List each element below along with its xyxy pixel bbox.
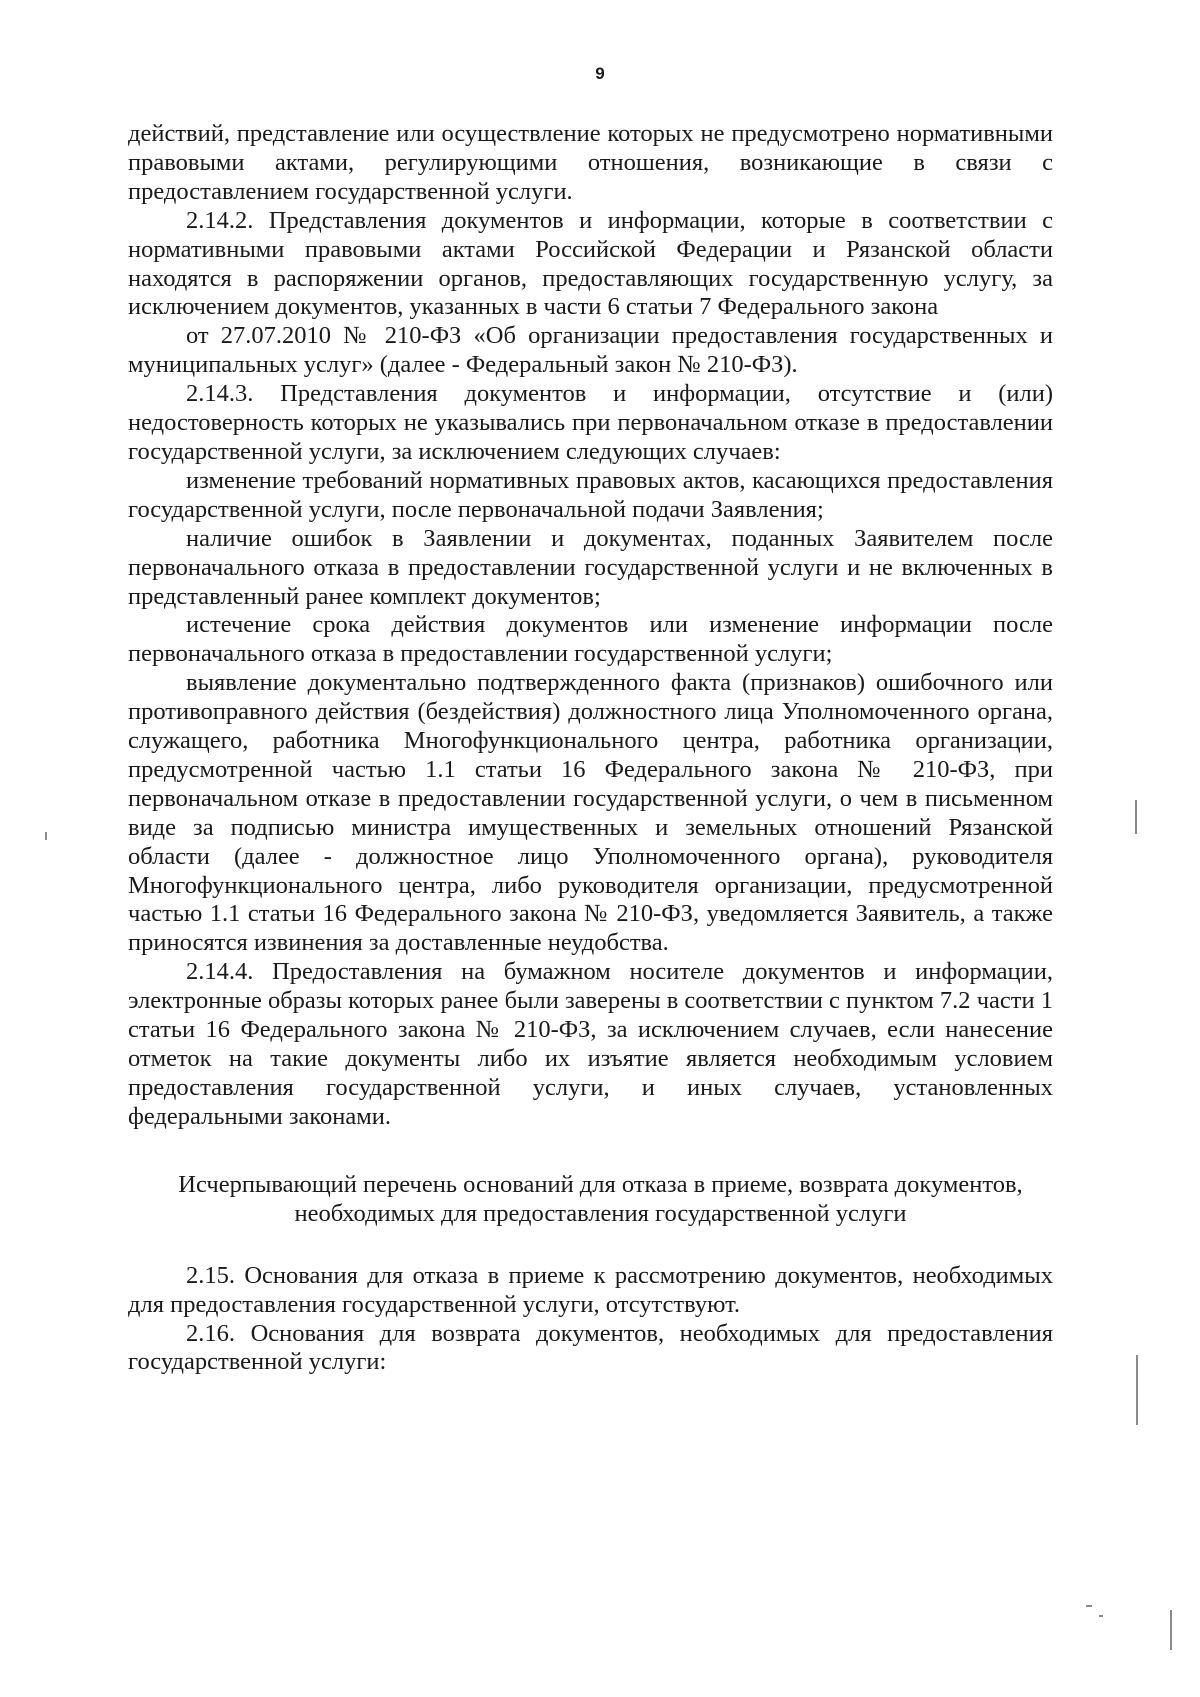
scan-artifact: [1136, 1355, 1138, 1425]
paragraph-continuation: действий, представление или осуществление которых не предусмотрено нормативными правовыми актами, регулирующими отношения, возникающие в связи с предоставлением государственной услуги.: [128, 120, 1053, 205]
scan-artifact: [45, 832, 47, 840]
page-number: 9: [595, 64, 605, 83]
paragraph-case-wrongful-action: выявление документально подтвержденного факта (признаков) ошибочного или противоправного действия (бездействия) должностного лица Уполномоченного органа, служащего, работника Многофункционального центра, работника организации, предусмотренной частью 1.1 статьи 16 Федерального закона № 210-ФЗ, при первоначальном отказе в предоставлении государственной услуги, о чем в письменном виде за подписью министра имущественных и земельных отношений Рязанской области (далее - должностное лицо Уполномоченного органа), руководителя Многофункционального центра, либо руководителя организации, предусмотренной частью 1.1 статьи 16 Федерального закона № 210-ФЗ, уведомляется Заявитель, а также приносятся извинения за доставленные неудобства.: [128, 669, 1053, 957]
spacer: [128, 1132, 1053, 1170]
paragraph-case-errors: наличие ошибок в Заявлении и документах, поданных Заявителем после первоначального отказа в предоставлении государственной услуги и не включенных в представленный ранее комплект документов;: [128, 524, 1053, 610]
spacer: [128, 1228, 1053, 1262]
scan-artifact: [1086, 1605, 1092, 1607]
paragraph-2-16: 2.16. Основания для возврата документов, необходимых для предоставления государственной услуги:: [128, 1319, 1053, 1376]
document-body: [128, 120, 1053, 1377]
paragraph-2-15: 2.15. Основания для отказа в приеме к рассмотрению документов, необходимых для предоставления государственной услуги, отсутствуют.: [128, 1261, 1053, 1318]
paragraph-case-requirements-change: изменение требований нормативных правовых актов, касающихся предоставления государственной услуги, после первоначальной подачи Заявления;: [128, 466, 1053, 523]
scan-artifact: [1170, 1610, 1172, 1650]
paragraph-case-expiration: истечение срока действия документов или изменение информации после первоначального отказа в предоставлении государственной услуги;: [128, 611, 1053, 668]
section-heading: Исчерпывающий перечень оснований для отказа в приеме, возврата документов, необходимых для предоставления государственной услуги: [178, 1170, 1023, 1227]
scan-artifact: [1099, 1615, 1103, 1617]
paragraph-2-14-4: 2.14.4. Предоставления на бумажном носителе документов и информации, электронные образы которых ранее были заверены в соответствии с пунктом 7.2 части 1 статьи 16 Федерального закона № 210-ФЗ, за исключением случаев, если нанесение отметок на такие документы либо их изъятие является необходимым условием предоставления государственной услуги, и иных случаев, установленных федеральными законами.: [128, 958, 1053, 1130]
paragraph-law-reference: от 27.07.2010 № 210-ФЗ «Об организации предоставления государственных и муниципальных услуг» (далее - Федеральный закон № 210-ФЗ).: [128, 322, 1053, 379]
paragraph-2-14-2: 2.14.2. Представления документов и информации, которые в соответствии с нормативными правовыми актами Российской Федерации и Рязанской области находятся в распоряжении органов, предоставляющих государственную услугу, за исключением документов, указанных в части 6 статьи 7 Федерального закона: [128, 206, 1053, 321]
paragraph-2-14-3: 2.14.3. Представления документов и информации, отсутствие и (или) недостоверность которых не указывались при первоначальном отказе в предоставлении государственной услуги, за исключением следующих случаев:: [128, 380, 1053, 465]
scan-artifact: [1135, 800, 1137, 834]
